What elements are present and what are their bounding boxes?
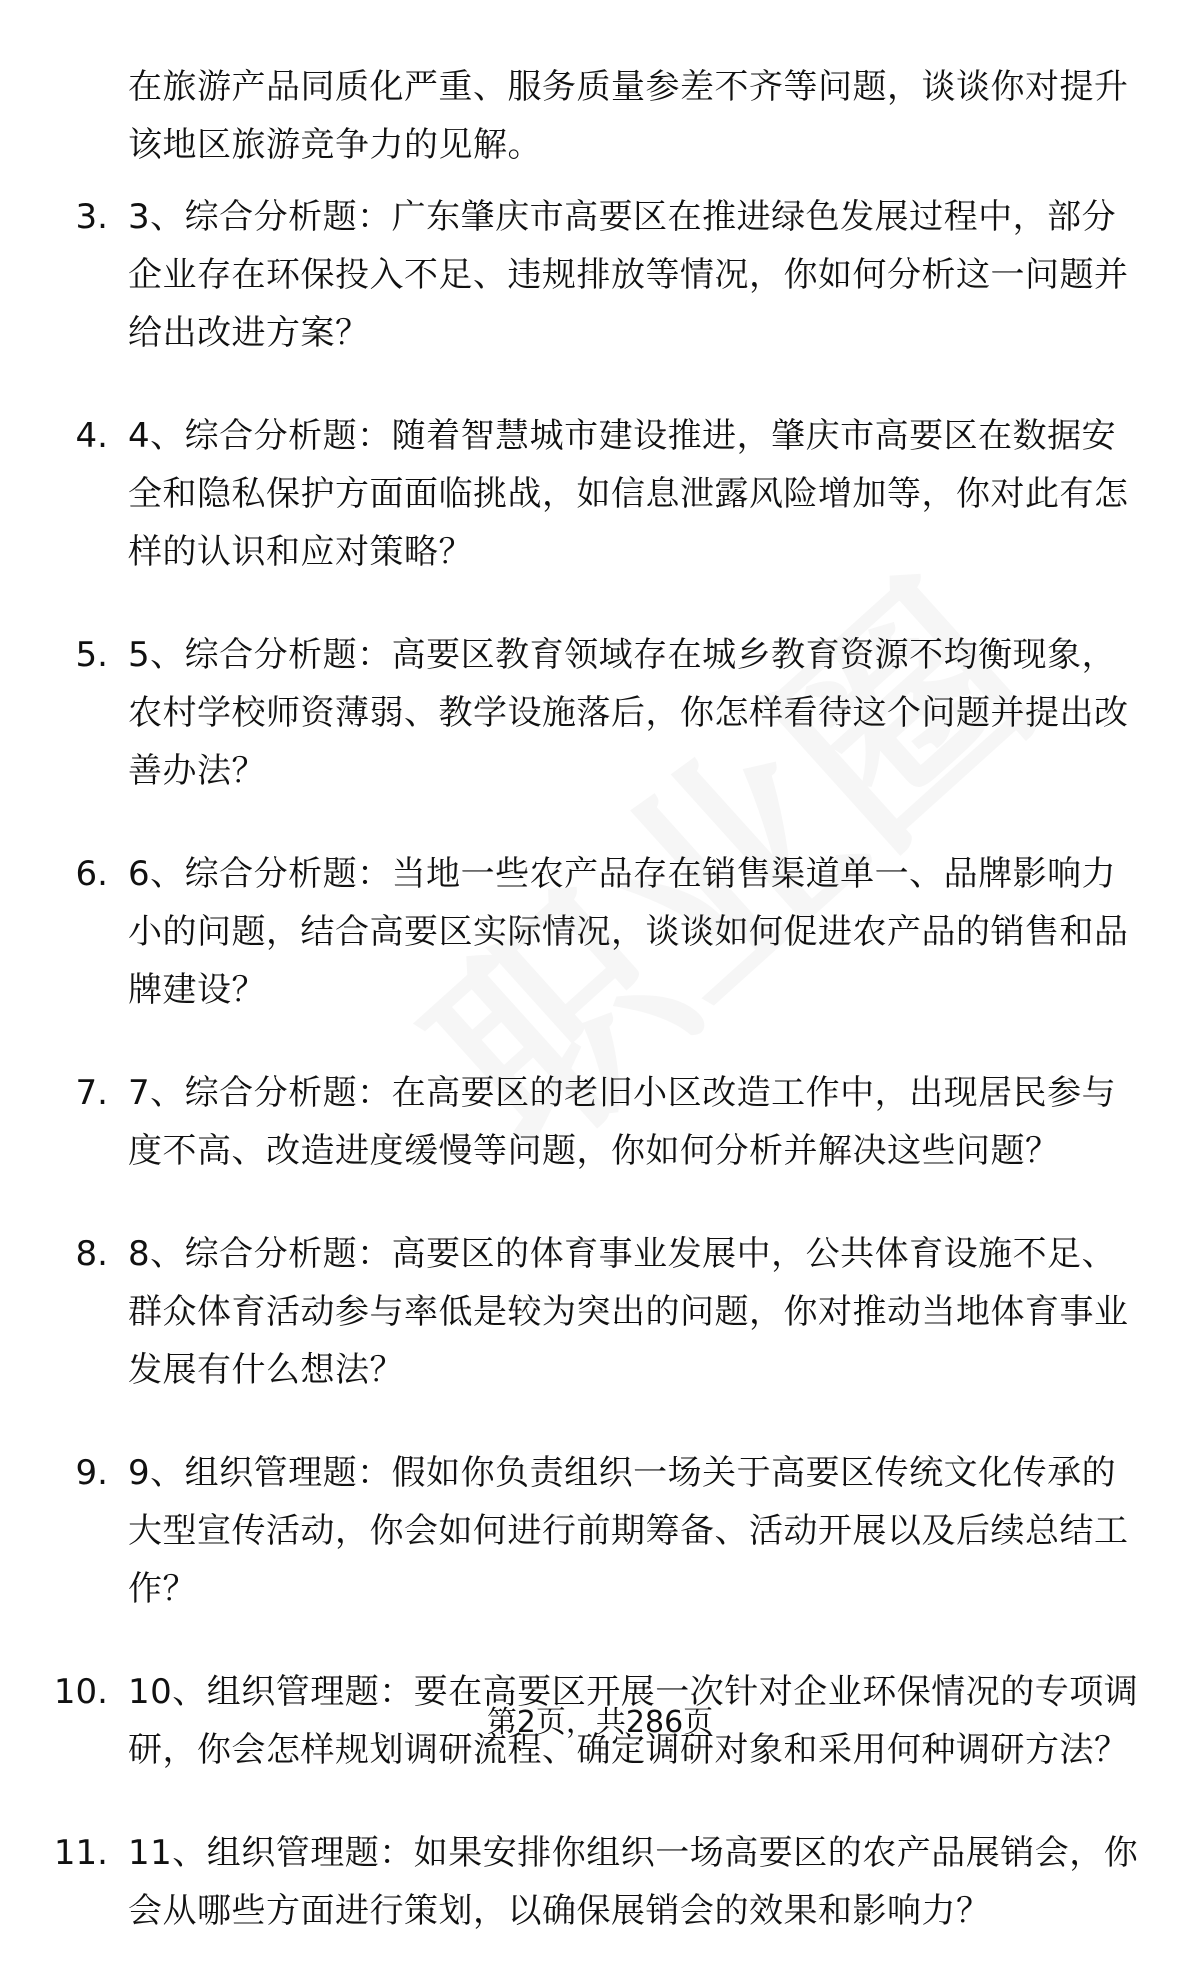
question-text: 11、组织管理题：如果安排你组织一场高要区的农产品展销会，你会从哪些方面进行策划，以确保展销会的效果和影响力？ xyxy=(128,1833,1139,1931)
intro-paragraph: 在旅游产品同质化严重、服务质量参差不齐等问题，谈谈你对提升该地区旅游竞争力的见解。 xyxy=(128,67,1129,165)
question-number: 11. xyxy=(53,1833,108,1873)
question-text: 7、综合分析题：在高要区的老旧小区改造工作中，出现居民参与度不高、改造进度缓慢等问题，你如何分析并解决这些问题？ xyxy=(128,1073,1117,1171)
list-item xyxy=(0,1225,1200,1399)
question-number: 8. xyxy=(75,1234,108,1274)
question-number: 6. xyxy=(75,854,108,894)
list-item xyxy=(0,1064,1200,1180)
list-item xyxy=(0,626,1200,800)
list-item xyxy=(0,1444,1200,1618)
page-footer: 第2页，共286页 xyxy=(486,1705,714,1740)
question-number: 5. xyxy=(75,635,108,675)
question-text: 10、组织管理题：要在高要区开展一次针对企业环保情况的专项调研，你会怎样规划调研流程、确定调研对象和采用何种调研方法？ xyxy=(128,1672,1139,1770)
question-text: 6、综合分析题：当地一些农产品存在销售渠道单一、品牌影响力小的问题，结合高要区实际情况，谈谈如何促进农产品的销售和品牌建设？ xyxy=(128,854,1129,1010)
list-item xyxy=(0,845,1200,1019)
question-number: 10. xyxy=(53,1672,108,1712)
list-item xyxy=(0,188,1200,362)
question-number: 7. xyxy=(75,1073,108,1113)
question-number: 3. xyxy=(75,197,108,237)
list-item xyxy=(0,407,1200,581)
question-text: 8、综合分析题：高要区的体育事业发展中，公共体育设施不足、群众体育活动参与率低是较为突出的问题，你对推动当地体育事业发展有什么想法？ xyxy=(128,1234,1129,1390)
question-number: 4. xyxy=(75,416,108,456)
question-text: 4、综合分析题：随着智慧城市建设推进，肇庆市高要区在数据安全和隐私保护方面面临挑战，如信息泄露风险增加等，你对此有怎样的认识和应对策略？ xyxy=(128,416,1129,572)
question-text: 5、综合分析题：高要区教育领域存在城乡教育资源不均衡现象，农村学校师资薄弱、教学设施落后，你怎样看待这个问题并提出改善办法？ xyxy=(128,635,1129,791)
question-text: 9、组织管理题：假如你负责组织一场关于高要区传统文化传承的大型宣传活动，你会如何进行前期筹备、活动开展以及后续总结工作？ xyxy=(128,1453,1129,1609)
question-number: 9. xyxy=(75,1453,108,1493)
question-text: 3、综合分析题：广东肇庆市高要区在推进绿色发展过程中，部分企业存在环保投入不足、违规排放等情况，你如何分析这一问题并给出改进方案？ xyxy=(128,197,1129,353)
list-item xyxy=(0,1824,1200,1940)
